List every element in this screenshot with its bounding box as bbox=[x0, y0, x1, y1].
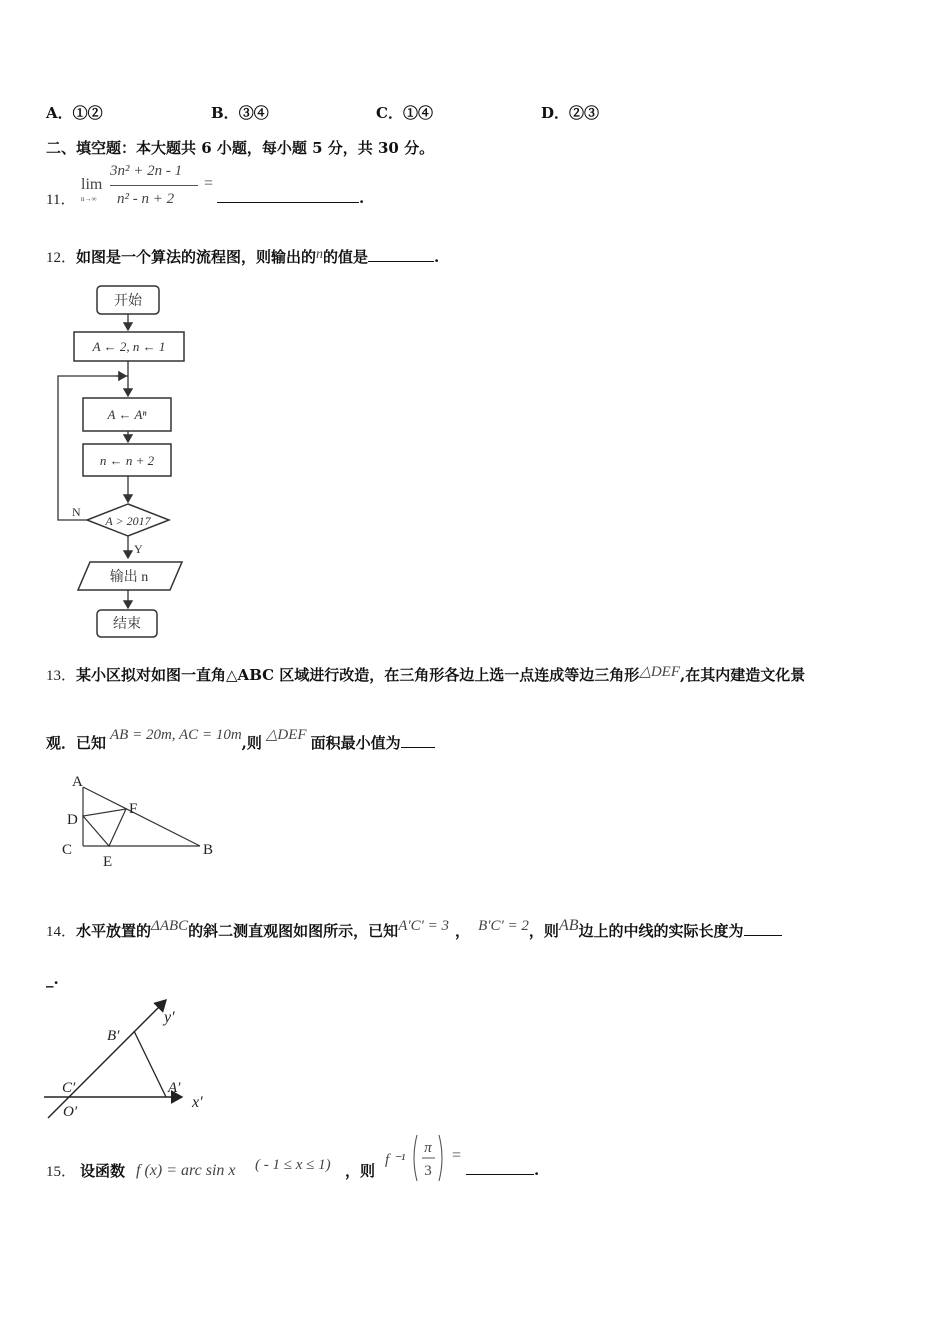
q14-ab: AB bbox=[558, 917, 579, 934]
q15-text2: ，则 bbox=[345, 1162, 376, 1180]
q14-figure bbox=[40, 992, 220, 1122]
q11-lim-sub: n→∞ bbox=[81, 195, 97, 203]
q15-frac-num: π bbox=[424, 1140, 432, 1156]
q11-blank bbox=[217, 188, 359, 203]
q13-text1-end: ,在其内建造文化景 bbox=[680, 666, 806, 684]
q14-label-b: B′ bbox=[107, 1028, 120, 1044]
q13-triangle-def bbox=[83, 809, 126, 846]
q13-text2-mid: ,则 bbox=[241, 734, 262, 752]
option-d bbox=[541, 102, 599, 123]
q15-right-paren bbox=[439, 1135, 442, 1181]
option-c-label: C． bbox=[376, 104, 403, 122]
q11-equals: = bbox=[204, 175, 214, 192]
flow-start-text: 开始 bbox=[114, 294, 142, 309]
q13-line2 bbox=[46, 725, 435, 753]
q15-blank bbox=[466, 1160, 534, 1175]
q11-number: 11． bbox=[46, 192, 76, 208]
q15-answer-line bbox=[466, 1160, 539, 1179]
q11-numerator: 3n² + 2n - 1 bbox=[110, 163, 183, 179]
q14-blank bbox=[744, 921, 782, 936]
flow-output-text: 输出 n bbox=[109, 570, 149, 585]
q14-text4: 边上的中线的实际长度为 bbox=[578, 922, 744, 940]
option-d-label: D． bbox=[541, 104, 570, 122]
q12-end: . bbox=[434, 248, 440, 266]
option-c-value: ①④ bbox=[402, 104, 433, 122]
q14-text2: 的斜二测直观图如图所示，已知 bbox=[188, 922, 399, 940]
q15-frac-den: 3 bbox=[424, 1163, 432, 1179]
q15-inv: f ⁻¹ bbox=[385, 1152, 406, 1168]
q13-label-b: B bbox=[203, 842, 214, 858]
q14-ac: A′C′ = 3 bbox=[398, 918, 450, 934]
q12-var: n bbox=[316, 247, 324, 262]
q13-label-a: A bbox=[72, 774, 83, 790]
option-a bbox=[46, 102, 103, 123]
q14-label-o: O′ bbox=[63, 1104, 78, 1120]
q12-flowchart bbox=[46, 280, 206, 645]
q13-label-c: C bbox=[62, 842, 73, 858]
section-title: 二、填空题：本大题共 6 小题，每小题 5 分，共 30 分。 bbox=[46, 139, 435, 157]
q14-number: 14． bbox=[46, 924, 77, 940]
q14-text3: ，则 bbox=[528, 922, 559, 940]
option-d-value: ②③ bbox=[569, 104, 600, 122]
flow-end-text: 结束 bbox=[113, 617, 141, 632]
q14-label-a: A′ bbox=[168, 1080, 181, 1096]
q15-text1: 设函数 bbox=[80, 1162, 126, 1180]
q13-text1: 某小区拟对如图一直角△ABC 区域进行改造，在三角形各边上选一点连成等边三角形 bbox=[76, 666, 640, 684]
q14-line1 bbox=[46, 917, 782, 941]
q15-equals: = bbox=[452, 1147, 462, 1164]
q13-text2-start: 观．已知 bbox=[46, 734, 107, 752]
q11-end: . bbox=[359, 189, 365, 207]
flow-assign-n-text: n ← n + 2 bbox=[99, 453, 155, 468]
q14-cont: _. bbox=[46, 970, 59, 988]
q11-denominator: n² - n + 2 bbox=[117, 191, 175, 207]
q14-text1: 水平放置的 bbox=[76, 922, 152, 940]
q11-fraction-bar bbox=[110, 185, 198, 186]
q14-label-x: x′ bbox=[192, 1094, 203, 1111]
q14-side-ba bbox=[134, 1031, 166, 1097]
option-b bbox=[211, 102, 269, 123]
flow-assign-a-text: A ← Aⁿ bbox=[107, 407, 147, 422]
option-a-label: A． bbox=[46, 104, 73, 122]
q11-lim: lim bbox=[81, 176, 103, 193]
option-c bbox=[376, 102, 433, 123]
q13-def1: △DEF bbox=[639, 664, 681, 680]
q13-line1 bbox=[46, 662, 805, 685]
q15-paren-fraction bbox=[410, 1132, 446, 1184]
flow-no-label: N bbox=[72, 505, 81, 519]
option-a-value: ①② bbox=[72, 104, 103, 122]
q14-abc: ΔABC bbox=[151, 918, 189, 934]
q14-label-y: y′ bbox=[164, 1009, 175, 1026]
q14-y-axis bbox=[48, 1000, 166, 1118]
q12-text-before: 如图是一个算法的流程图，则输出的 bbox=[76, 248, 317, 266]
q12-text-after: 的值是 bbox=[323, 248, 369, 266]
flow-init-text: A ← 2, n ← 1 bbox=[92, 339, 166, 354]
q13-label-e: E bbox=[103, 854, 113, 870]
q13-text2-end: 面积最小值为 bbox=[310, 734, 401, 752]
q15-left-paren bbox=[414, 1135, 417, 1181]
q14-sep: ， bbox=[455, 922, 471, 940]
flow-cond-text: A > 2017 bbox=[105, 514, 151, 528]
q13-def2: △DEF bbox=[265, 727, 307, 743]
q13-label-f: F bbox=[129, 801, 138, 817]
q13-number: 13． bbox=[46, 668, 77, 684]
q13-figure bbox=[60, 766, 225, 871]
option-b-value: ③④ bbox=[238, 104, 269, 122]
q15-func: f (x) = arc sin x bbox=[136, 1162, 236, 1179]
q13-label-d: D bbox=[67, 812, 78, 828]
q12-blank bbox=[368, 247, 434, 262]
q15-number: 15． bbox=[46, 1164, 77, 1180]
q11-answer-line bbox=[217, 188, 364, 207]
flow-yes-label: Y bbox=[134, 542, 143, 556]
q13-given: AB = 20m, AC = 10m bbox=[110, 727, 242, 743]
q15-domain: ( - 1 ≤ x ≤ 1) bbox=[255, 1157, 331, 1173]
q13-blank bbox=[401, 733, 435, 748]
option-b-label: B． bbox=[211, 104, 239, 122]
q12-number: 12． bbox=[46, 250, 77, 266]
q14-bc: B′C′ = 2 bbox=[478, 918, 529, 934]
q12-question bbox=[46, 246, 439, 267]
q14-label-c: C′ bbox=[62, 1080, 76, 1096]
q15-end: . bbox=[534, 1161, 540, 1179]
